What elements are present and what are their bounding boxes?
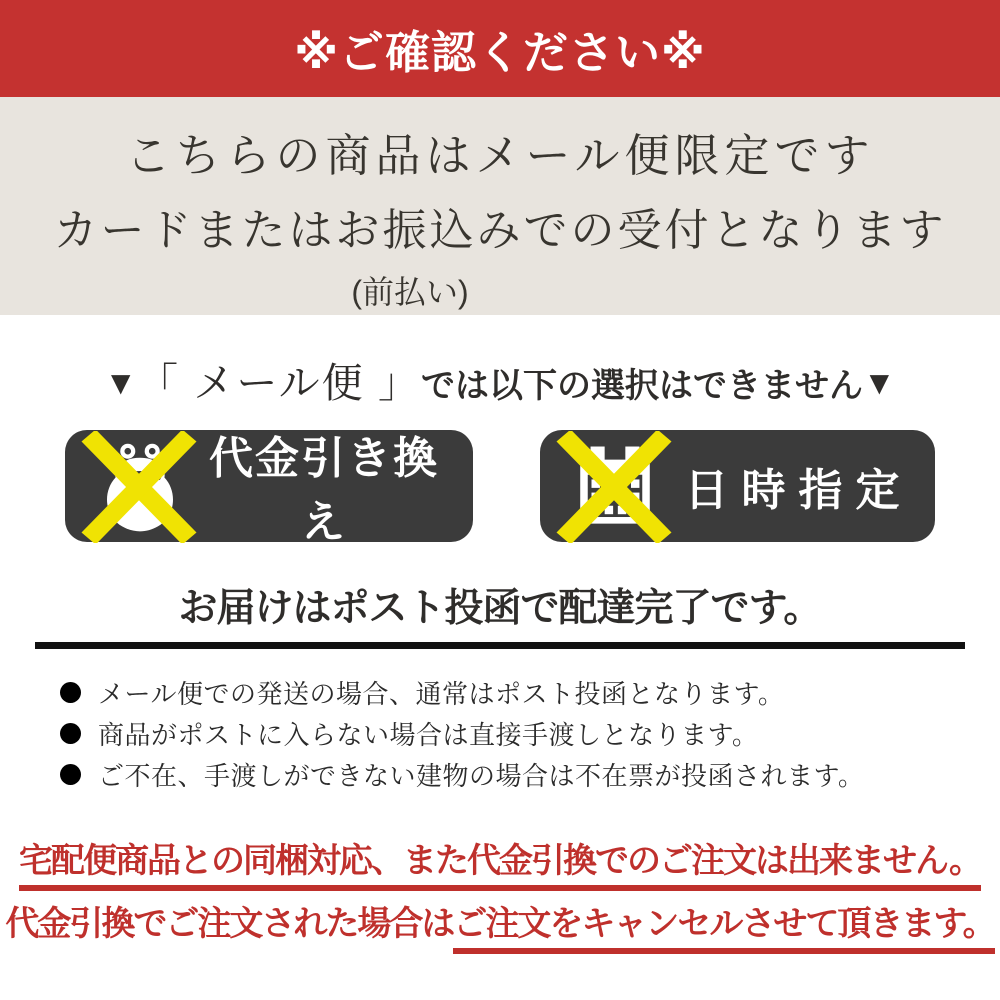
down-triangle-icon: ▼: [104, 364, 138, 401]
delivery-note: お届けはポスト投函で配達完了です。: [178, 587, 822, 630]
cross-out-icon: [554, 431, 674, 543]
list-item: [60, 754, 970, 795]
warning-line-2-underlined: ご注文をキャンセルさせて頂きます。: [453, 905, 994, 954]
bullet-icon: [60, 723, 81, 744]
bullet-list: [60, 672, 970, 795]
restricted-options: [65, 430, 935, 547]
cash-on-delivery-label: 代金引き換え: [209, 434, 439, 547]
cash-on-delivery-option: [65, 430, 473, 547]
date-time-option: [540, 430, 935, 542]
mail-service-name: 「 メール便 」: [137, 360, 421, 406]
bullet-text: ご不在、手渡しができない建物の場合は不在票が投函されます。: [98, 761, 865, 791]
divider-line: [35, 642, 965, 649]
bullet-text: 商品がポストに入らない場合は直接手渡しとなります。: [98, 720, 759, 750]
banner-title: ※ご確認ください※: [294, 27, 706, 78]
notice-box: [0, 97, 1000, 315]
warning-line-1-text: 宅配便商品との同梱対応、また代金引換でのご注文は出来ません。: [19, 842, 981, 891]
down-triangle-icon: ▼: [862, 364, 896, 401]
calendar-icon: [568, 439, 662, 533]
warning-line-2-plain: 代金引換でご注文された場合は: [5, 905, 454, 943]
list-item: [60, 713, 970, 754]
warning-line-2: [0, 896, 1000, 945]
notice-line-1: こちらの商品はメール便限定です: [125, 130, 875, 181]
prepayment-note: (前払い): [351, 274, 469, 310]
bullet-icon: [60, 764, 81, 785]
date-time-label: 日時指定: [684, 466, 913, 515]
coin-purse-icon: [93, 439, 187, 533]
cross-out-icon: [79, 431, 199, 543]
bullet-text: メール便での発送の場合、通常はポスト投函となります。: [98, 679, 785, 709]
list-item: [60, 672, 970, 713]
confirmation-banner: [0, 0, 1000, 97]
restriction-text: では以下の選択はできません: [420, 367, 863, 405]
restriction-header: [0, 350, 1000, 409]
notice-line-2: カードまたはお振込みでの受付となります: [53, 206, 947, 255]
warning-line-1: [0, 833, 1000, 882]
bullet-icon: [60, 682, 81, 703]
